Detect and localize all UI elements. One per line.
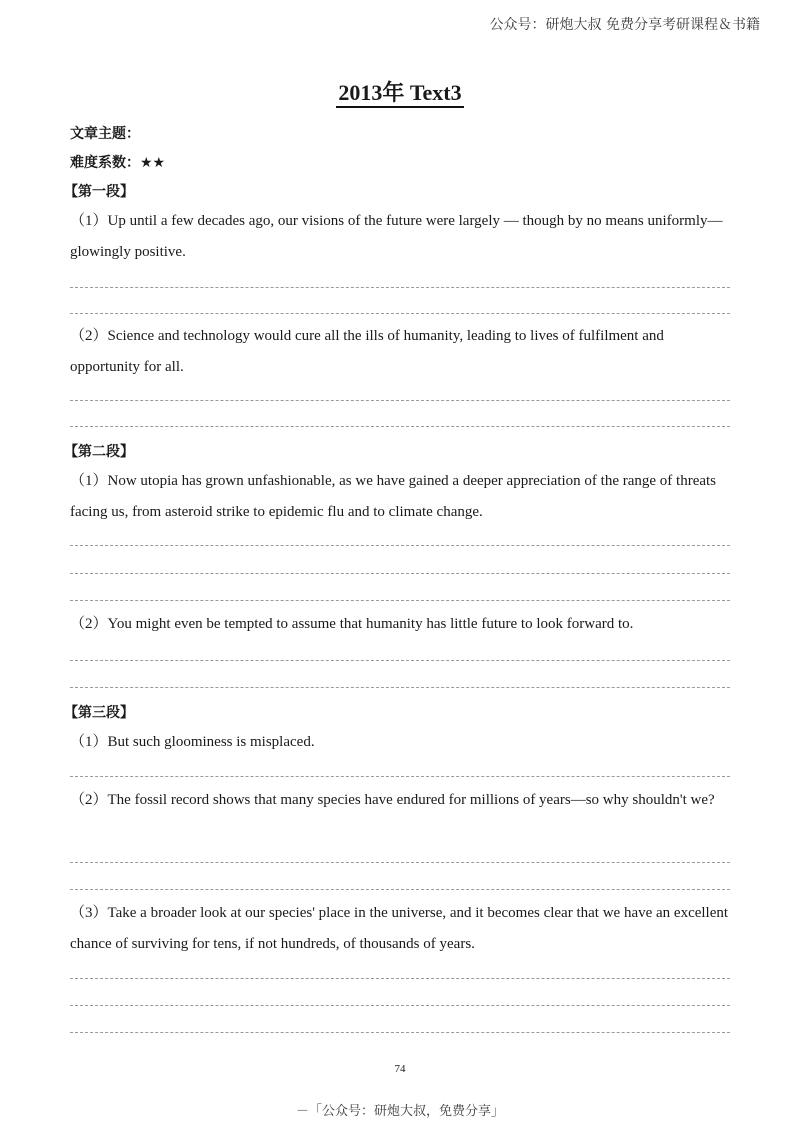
page-title-text: 2013年 Text3: [336, 80, 463, 108]
answer-line: [70, 313, 730, 314]
difficulty-label: 难度系数：★★: [70, 155, 166, 171]
sentence: （2）The fossil record shows that many species have endured for millions of years—so why shouldn't we?: [70, 792, 715, 808]
answer-line: [70, 978, 730, 979]
sentence: （1）But such gloominess is misplaced.: [70, 734, 315, 750]
theme-label: 文章主题：: [70, 126, 140, 142]
answer-line: [70, 687, 730, 688]
answer-line: [70, 287, 730, 288]
answer-line: [70, 426, 730, 427]
answer-line: [70, 400, 730, 401]
sentence: （1）Up until a few decades ago, our visions of the future were largely — though by no means uniformly—glowingly positive.: [70, 213, 723, 260]
answer-line: [70, 660, 730, 661]
answer-line: [70, 1005, 730, 1006]
answer-line: [70, 889, 730, 890]
page-number: 74: [394, 1063, 406, 1075]
page-title: [0, 76, 800, 107]
answer-line: [70, 545, 730, 546]
answer-line: [70, 573, 730, 574]
answer-line: [70, 600, 730, 601]
section-heading: 【第一段】: [64, 184, 134, 200]
answer-line: [70, 862, 730, 863]
answer-line: [70, 776, 730, 777]
section-heading: 【第二段】: [64, 444, 134, 460]
sentence: （2）You might even be tempted to assume that humanity has little future to look forward to.: [70, 616, 634, 632]
header-watermark: 公众号：研炮大叔 免费分享考研课程＆书籍: [489, 17, 760, 33]
section-heading: 【第三段】: [64, 705, 134, 721]
sentence: （3）Take a broader look at our species' place in the universe, and it becomes clear that we have an excellent chance of surviving for tens, if not hundreds, of thousands of years.: [70, 905, 729, 952]
sentence: （2）Science and technology would cure all the ills of humanity, leading to lives of fulfilment and opportunity for all.: [70, 328, 664, 375]
sentence: （1）Now utopia has grown unfashionable, as we have gained a deeper appreciation of the range of threats facing us, from asteroid strike to epidemic flu and to climate change.: [70, 473, 717, 520]
footer-watermark: －「公众号：研炮大叔，免费分享」: [295, 1104, 504, 1119]
answer-line: [70, 1032, 730, 1033]
